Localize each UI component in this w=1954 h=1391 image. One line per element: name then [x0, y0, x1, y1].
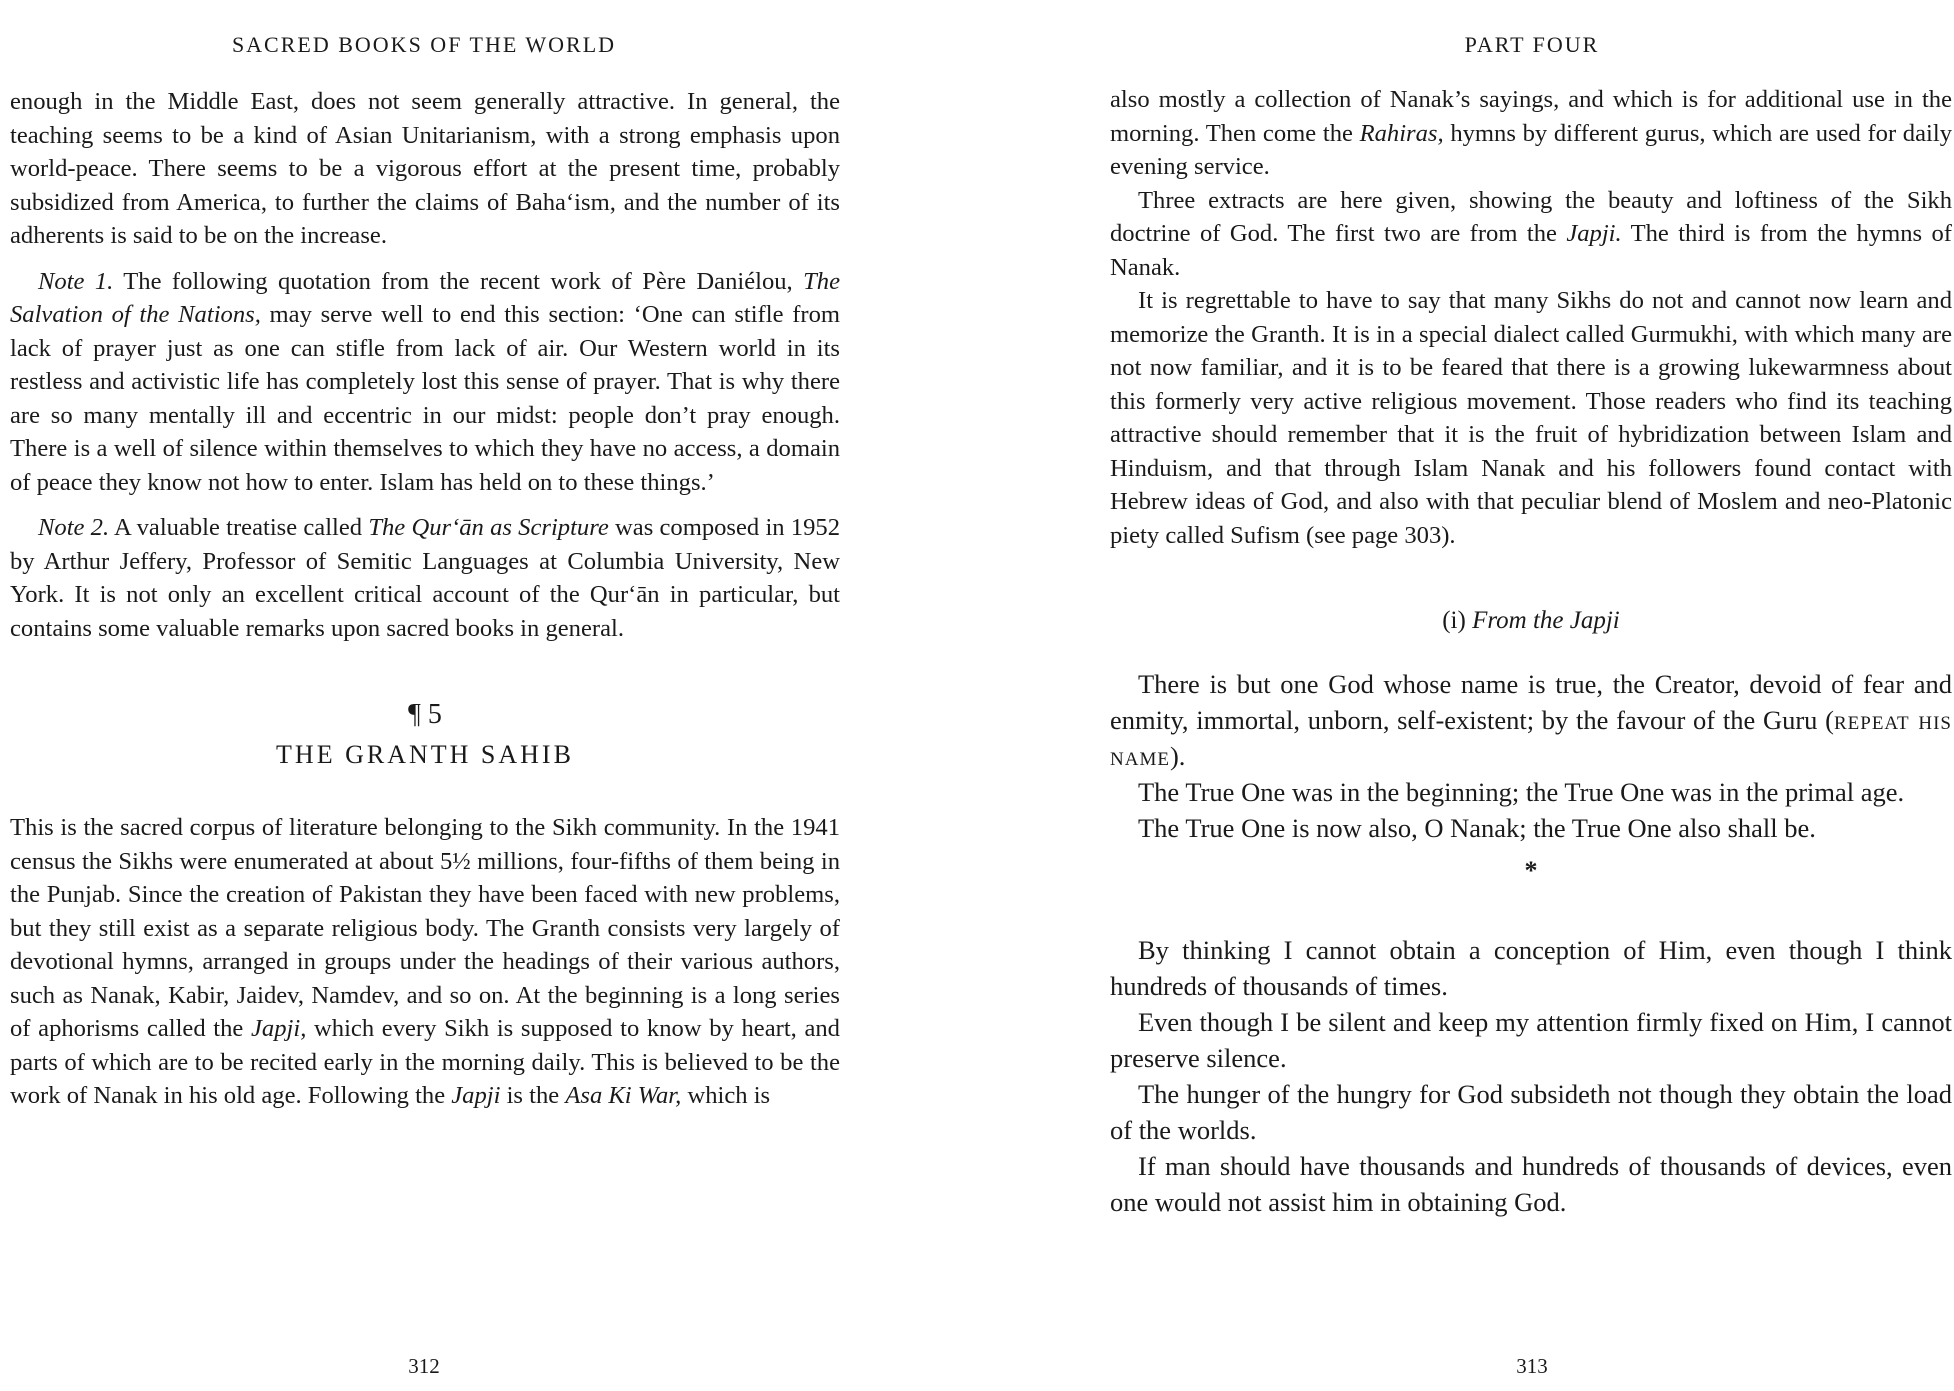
note-2-text-b: was composed in 1952 by Arthur Jeffery, Professor of Semitic Languages at Columbia University, New York. It is not only an excellent critical account of the Qur‘ān in particular, but contains some valuable remarks upon sacred books in general.	[10, 514, 840, 642]
asterisk-divider: *	[1524, 856, 1538, 885]
p2-text-b: The third is from the hymns of Nanak.	[1110, 220, 1952, 281]
p1-rahiras: Rahiras,	[1359, 119, 1444, 147]
verse-1-text-b: ).	[1169, 741, 1186, 771]
page-number-left: 312	[408, 1354, 440, 1378]
verse-line	[1110, 666, 1952, 774]
verse-1-caps: repeat his name	[1110, 705, 1952, 771]
regret-paragraph: It is regrettable to have to say that many Sikhs do not and cannot now learn and memorize the Granth. It is in a special dialect called Gurmukhi, with which many are not now familiar, and it is to be feared that there is a growing lukewarmness about this formerly very active religious movement. Those readers who find its teaching attractive should remember that it is the fruit of hybridization between Islam and Hinduism, and that through Islam Nanak and his followers found contact with Hebrew ideas of God, and also with that peculiar blend of Moslem and neo-Platonic piety called Sufism (see page 303).	[1110, 287, 1952, 549]
verse-line: The True One was in the beginning; the True One was in the primal age.	[1138, 777, 1905, 807]
running-head-right: PART FOUR	[1464, 32, 1600, 57]
note-2-label: Note 2.	[38, 514, 110, 541]
verse-block-1	[1110, 666, 1952, 846]
left-page	[0, 0, 850, 1391]
verse-line: If man should have thousands and hundreds of thousands of devices, even one would not assist him in obtaining God.	[1110, 1151, 1952, 1217]
verse-block-2	[1110, 932, 1952, 1220]
note-1-title: The Salvation of the Nations,	[10, 267, 840, 328]
note-1-paragraph	[10, 265, 840, 500]
granth-text-a: This is the sacred corpus of literature belonging to the Sikh community. In the 1941 census the Sikhs were enumerated at about 5½ millions, four-fifths of them being in the Punjab. Since the creation of Pakistan they have been faced with new problems, but they still exist as a separate religious body. The Granth consists very largely of devotional hymns, arranged in groups under the headings of their various authors, such as Nanak, Kabir, Jaidev, Namdev, and so on. At the beginning is a long series of aphorisms called the	[10, 814, 840, 1042]
subheading-from-the-japji	[1110, 604, 1952, 638]
granth-japji: Japji,	[251, 1015, 307, 1042]
note-1-text-b: may serve well to end this section: ‘One can stifle from lack of prayer just as one can stifle from lack of air. Our Western world in its restless and activistic life has completely lost this sense of prayer. That is why there are so many mentally ill and eccentric in our midst: people don’t pray enough. There is a well of silence within themselves to which they have no access, a domain of peace they know not how to enter. Islam has held on to these things.’	[10, 301, 840, 496]
right-page	[1110, 0, 1954, 1391]
p2-japji: Japji.	[1566, 220, 1622, 247]
verse-line: The hunger of the hungry for God subsideth not though they obtain the load of the worlds.	[1110, 1079, 1952, 1145]
note-2-paragraph	[10, 511, 840, 645]
page-number-right: 313	[1516, 1354, 1548, 1378]
granth-text-c: is the	[500, 1082, 566, 1109]
granth-text-b: which every Sikh is supposed to know by heart, and parts of which are to be recited early in the morning daily. This is believed to be the work of Nanak in his old age. Following the	[10, 1015, 840, 1109]
running-head-left: SACRED BOOKS OF THE WORLD	[231, 32, 617, 57]
p1-text-b: hymns by different gurus, which are used for daily evening service.	[1110, 119, 1952, 180]
subheading-number: (i)	[1442, 607, 1473, 634]
note-2-title: The Qur‘ān as Scripture	[368, 514, 609, 541]
extracts-paragraph	[1110, 184, 1952, 285]
note-1-text-a: The following quotation from the recent work of Père Daniélou,	[113, 267, 804, 295]
verse-line: By thinking I cannot obtain a conception of Him, even though I think hundreds of thousands of times.	[1110, 935, 1952, 1001]
subheading-title: From the Japji	[1472, 607, 1620, 634]
note-1-label: Note 1.	[38, 267, 114, 295]
p2-text-a: Three extracts are here given, showing the beauty and loftiness of the Sikh doctrine of God. The first two are from the	[1110, 186, 1952, 247]
granth-asa-ki-war: Asa Ki War,	[565, 1082, 682, 1109]
bahai-paragraph: enough in the Middle East, does not seem generally attractive. In general, the teaching seems to be a kind of Asian Unitarianism, with a strong emphasis upon world-peace. There seems to be a vigorous effort at the present time, probably subsidized from America, to further the claims of Baha‘ism, and the number of its adherents is said to be on the increase.	[10, 88, 840, 249]
granth-text-d: which is	[681, 1082, 771, 1109]
right-text-column	[1110, 83, 1952, 1220]
verse-1-text-a: There is but one God whose name is true, the Creator, devoid of fear and enmity, immortal, unborn, self-existent; by the favour of the Guru (	[1110, 669, 1952, 735]
section-mark: ¶ 5	[408, 699, 442, 730]
rahiras-paragraph	[1110, 83, 1952, 184]
granth-japji-2: Japji	[451, 1082, 501, 1109]
section-title: THE GRANTH SAHIB	[276, 740, 574, 769]
granth-paragraph	[10, 811, 840, 1113]
verse-line: Even though I be silent and keep my attention firmly fixed on Him, I cannot preserve silence.	[1110, 1007, 1952, 1073]
note-2-text-a: A valuable treatise called	[109, 514, 369, 541]
verse-line: The True One is now also, O Nanak; the True One also shall be.	[1138, 813, 1816, 843]
left-text-column	[10, 85, 840, 1113]
p1-text-a: also mostly a collection of Nanak’s sayings, and which is for additional use in the morning. Then come the	[1110, 86, 1952, 147]
